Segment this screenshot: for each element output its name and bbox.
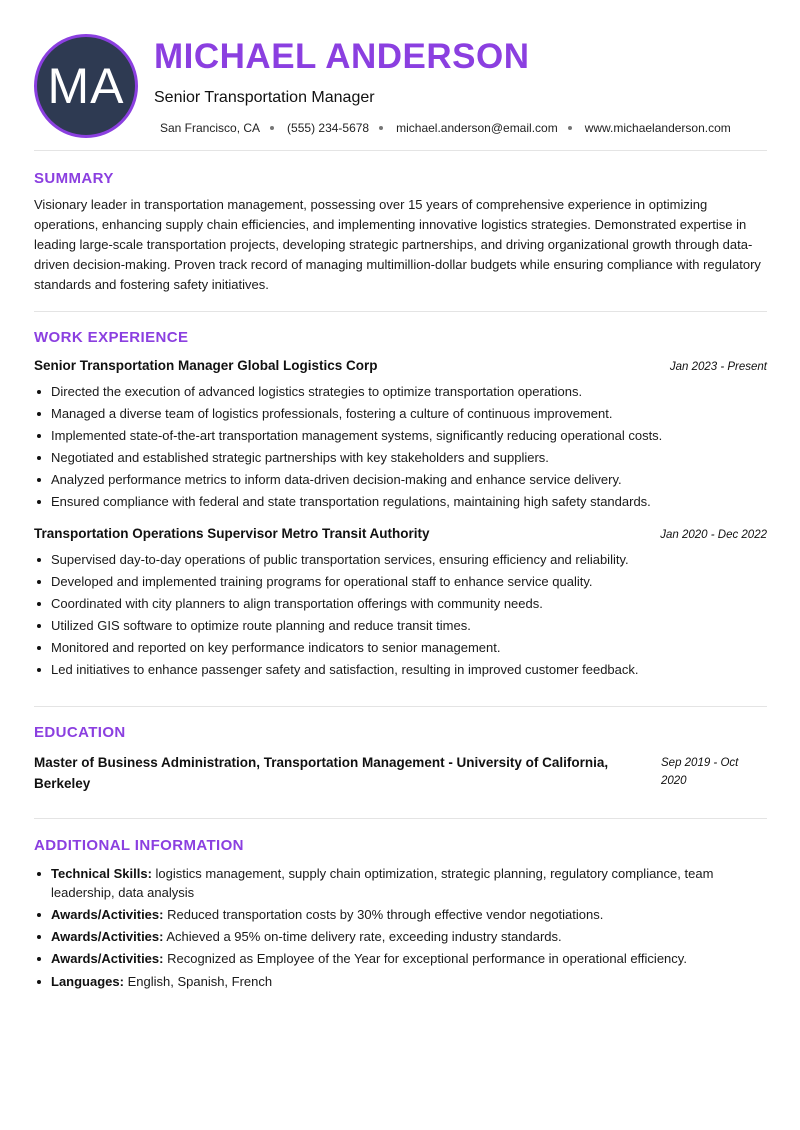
list-item: Implemented state-of-the-art transportation management systems, significantly reducing operational costs.	[51, 425, 767, 447]
job-title: Senior Transportation Manager Global Logistics Corp	[34, 358, 378, 373]
list-item: Ensured compliance with federal and state transportation regulations, maintaining high safety standards.	[51, 491, 767, 513]
summary-heading: SUMMARY	[34, 170, 114, 187]
education-heading: EDUCATION	[34, 724, 126, 741]
experience-heading: WORK EXPERIENCE	[34, 329, 189, 346]
additional-heading: ADDITIONAL INFORMATION	[34, 837, 244, 854]
summary-text: Visionary leader in transportation management, possessing over 15 years of comprehensive experience in optimizing operations, enhancing supply chain efficiencies, and implementing innovative logistics strategies. Demonstrated expertise in leading large-scale transportation projects, developing strategic partnerships, and driving organizational growth through data-driven decision-making. Proven track record of managing multimillion-dollar budgets while ensuring compliance with regulatory standards and fostering safety initiatives.	[34, 197, 761, 292]
list-item: Utilized GIS software to optimize route planning and reduce transit times.	[51, 615, 767, 637]
section-divider	[34, 150, 767, 151]
section-divider	[34, 706, 767, 707]
item-label: Languages:	[51, 974, 124, 989]
item-text: Achieved a 95% on-time delivery rate, exceeding industry standards.	[166, 929, 562, 944]
item-label: Awards/Activities:	[51, 907, 164, 922]
additional-info-list	[34, 864, 767, 994]
list-item: Negotiated and established strategic partnerships with key stakeholders and suppliers.	[51, 447, 767, 469]
item-text: Reduced transportation costs by 30% through effective vendor negotiations.	[167, 907, 604, 922]
resume-page	[34, 0, 767, 1130]
job-date: Jan 2020 - Dec 2022	[660, 529, 767, 541]
list-item: Directed the execution of advanced logistics strategies to optimize transportation operations.	[51, 381, 767, 403]
separator-dot-icon	[379, 126, 383, 130]
contact-bar	[160, 120, 731, 136]
degree-title: Master of Business Administration, Transportation Management - University of California, Berkeley	[34, 755, 609, 791]
job-date: Jan 2023 - Present	[669, 361, 767, 373]
contact-location: San Francisco, CA	[160, 121, 261, 135]
list-item	[51, 927, 767, 946]
contact-email[interactable]: michael.anderson@email.com	[396, 121, 558, 135]
list-item: Monitored and reported on key performance indicators to senior management.	[51, 637, 767, 659]
candidate-title: Senior Transportation Manager	[154, 89, 375, 106]
job-title: Transportation Operations Supervisor Metro Transit Authority	[34, 526, 430, 541]
item-text: Recognized as Employee of the Year for exceptional performance in operational efficiency.	[167, 951, 687, 966]
list-item: Managed a diverse team of logistics professionals, fostering a culture of continuous improvement.	[51, 403, 767, 425]
item-text: English, Spanish, French	[127, 974, 273, 989]
list-item	[51, 949, 767, 968]
section-divider	[34, 311, 767, 312]
list-item: Analyzed performance metrics to inform data-driven decision-making and enhance service delivery.	[51, 469, 767, 491]
candidate-name: MICHAEL ANDERSON	[154, 37, 530, 76]
job-header	[34, 358, 767, 373]
avatar-initials: MA	[47, 58, 125, 114]
contact-website[interactable]: www.michaelanderson.com	[584, 121, 731, 135]
list-item	[51, 972, 767, 991]
separator-dot-icon	[568, 126, 572, 130]
item-label: Technical Skills:	[51, 866, 152, 881]
separator-dot-icon	[270, 126, 274, 130]
contact-phone[interactable]: (555) 234-5678	[287, 121, 370, 135]
item-label: Awards/Activities:	[51, 929, 164, 944]
section-divider	[34, 818, 767, 819]
degree-date: Sep 2019 - Oct 2020	[661, 757, 739, 787]
job-bullet-list	[34, 381, 767, 513]
avatar	[34, 34, 138, 138]
list-item: Coordinated with city planners to align transportation offerings with community needs.	[51, 593, 767, 615]
list-item: Led initiatives to enhance passenger safety and satisfaction, resulting in improved customer feedback.	[51, 659, 767, 681]
job-bullet-list	[34, 549, 767, 681]
item-label: Awards/Activities:	[51, 951, 164, 966]
list-item	[51, 864, 767, 902]
list-item: Supervised day-to-day operations of public transportation services, ensuring efficiency and reliability.	[51, 549, 767, 571]
job-header	[34, 526, 767, 541]
list-item	[51, 905, 767, 924]
item-text: logistics management, supply chain optimization, strategic planning, regulatory compliance, team leadership, data analysis	[51, 866, 714, 900]
list-item: Developed and implemented training programs for operational staff to enhance service quality.	[51, 571, 767, 593]
